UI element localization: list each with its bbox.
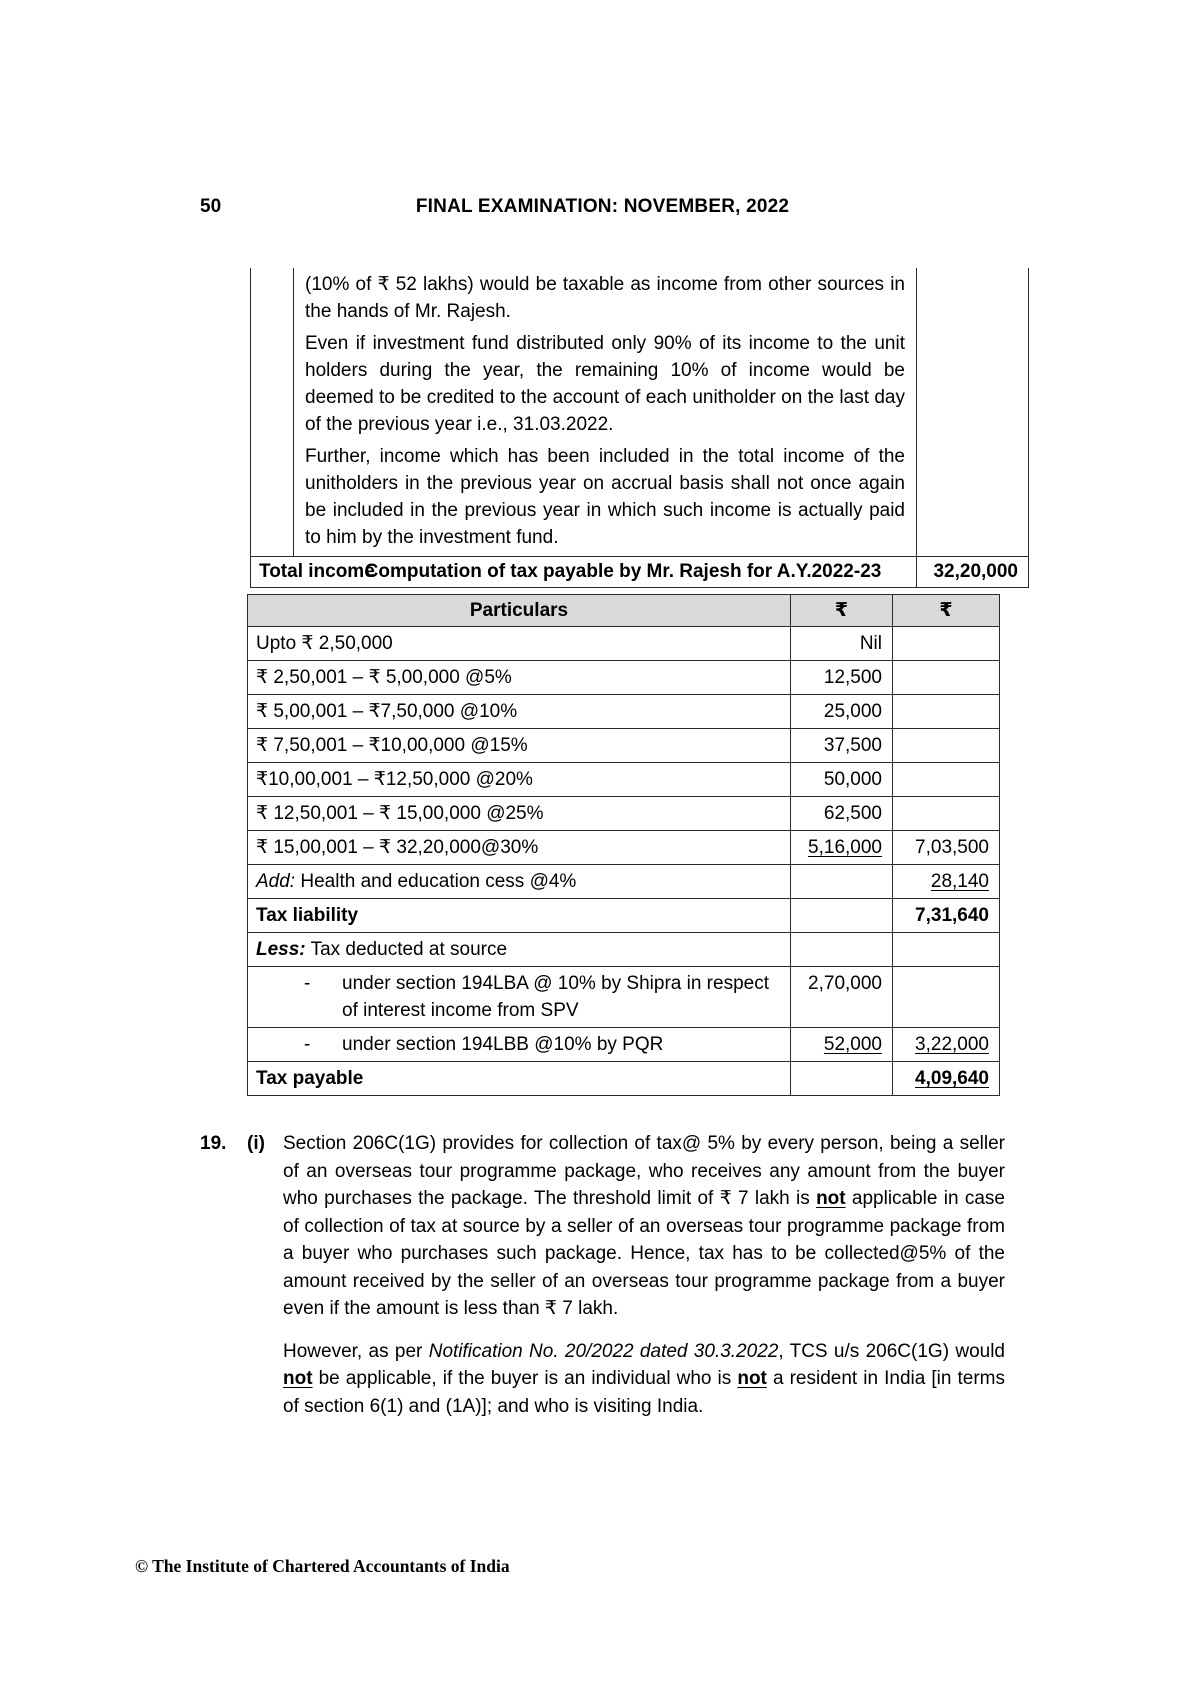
particulars-prefix: Less: <box>256 939 306 960</box>
particulars-prefix: Add: <box>256 871 296 892</box>
amount-value: 50,000 <box>823 769 882 790</box>
page-title: FINAL EXAMINATION: NOVEMBER, 2022 <box>415 196 790 217</box>
page-number: 50 <box>200 196 222 217</box>
table-row <box>248 797 1000 831</box>
particulars-cell <box>248 797 791 831</box>
text-segment: a resident in India [in terms of section 6(1) and (1A)]; and who is visiting India. <box>283 1368 1006 1417</box>
particulars-cell <box>248 1062 791 1096</box>
amount-value: 7,31,640 <box>915 905 989 926</box>
col-header-particulars: Particulars <box>248 595 791 627</box>
total-income-value: 32,20,000 <box>917 557 1029 588</box>
particulars-cell <box>248 1028 791 1062</box>
col-header-rupee-2: ₹ <box>893 595 1000 627</box>
table-row <box>248 933 1000 967</box>
total-income-label: Total income <box>251 557 917 588</box>
particulars-cell <box>248 933 791 967</box>
amount-value: 37,500 <box>823 735 882 756</box>
amount-2-cell <box>893 661 1000 695</box>
computation-heading: Computation of tax payable by Mr. Rajesh for A.Y.2022-23 <box>364 561 882 582</box>
amount-value: 62,500 <box>823 803 882 824</box>
income-paragraph: (10% of ₹ 52 lakhs) would be taxable as income from other sources in the hands of Mr. Rajesh. <box>305 274 905 322</box>
amount-2-cell <box>893 763 1000 797</box>
question-subpart: (i) <box>247 1133 265 1154</box>
particulars-cell <box>248 627 791 661</box>
text-segment: not <box>816 1188 846 1209</box>
particulars-text: Health and education cess @4% <box>295 871 577 892</box>
amount-1-cell <box>791 627 893 661</box>
amount-1-cell <box>791 933 893 967</box>
particulars-cell <box>248 695 791 729</box>
amount-value: 3,22,000 <box>915 1034 989 1055</box>
amount-2-cell <box>893 899 1000 933</box>
particulars-text: ₹ 12,50,001 – ₹ 15,00,000 @25% <box>256 803 544 824</box>
particulars-text: ₹ 5,00,001 – ₹7,50,000 @10% <box>256 701 518 722</box>
amount-value: Nil <box>859 633 882 654</box>
amount-2-cell <box>893 831 1000 865</box>
computation-table <box>247 594 1000 1096</box>
particulars-cell <box>248 763 791 797</box>
particulars-cell <box>248 899 791 933</box>
amount-1-cell <box>791 831 893 865</box>
amount-2-cell <box>893 797 1000 831</box>
particulars-cell <box>248 831 791 865</box>
dash-bullet: - <box>304 1034 311 1055</box>
table-row <box>251 268 1029 557</box>
amount-value: 2,70,000 <box>808 973 882 994</box>
amount-2-cell <box>893 865 1000 899</box>
amount-value: 4,09,640 <box>915 1068 989 1089</box>
particulars-text: Tax payable <box>256 1068 364 1089</box>
particulars-text: Tax deducted at source <box>305 939 508 960</box>
amount-2-cell <box>893 729 1000 763</box>
particulars-cell <box>248 729 791 763</box>
particulars-cell <box>248 967 791 1028</box>
amount-value: 7,03,500 <box>915 837 989 858</box>
amount-value: 5,16,000 <box>808 837 882 858</box>
amount-2-cell <box>893 695 1000 729</box>
amount-2-cell <box>893 933 1000 967</box>
particulars-text: Upto ₹ 2,50,000 <box>256 633 393 654</box>
table-row <box>248 1028 1000 1062</box>
amount-2-cell <box>893 1028 1000 1062</box>
text-segment: Notification No. 20/2022 dated 30.3.2022 <box>428 1340 779 1362</box>
copyright-footer: © The Institute of Chartered Accountants of India <box>135 1556 510 1576</box>
amount-1-cell <box>791 865 893 899</box>
table-row <box>248 729 1000 763</box>
particulars-text: under section 194LBB @10% by PQR <box>342 1034 664 1055</box>
amount-2-cell <box>893 1062 1000 1096</box>
amount-value: 12,500 <box>823 667 882 688</box>
amount-2-cell <box>893 967 1000 1028</box>
table-header-row <box>248 595 1000 627</box>
page-header <box>200 196 1005 222</box>
amount-value: 28,140 <box>930 871 989 892</box>
table-row <box>248 695 1000 729</box>
amount-1-cell <box>791 729 893 763</box>
answer-paragraph <box>283 1338 1005 1421</box>
answer-text <box>283 1130 1005 1420</box>
particulars-text: ₹10,00,001 – ₹12,50,000 @20% <box>256 769 533 790</box>
particulars-text: ₹ 15,00,001 – ₹ 32,20,000@30% <box>256 837 539 858</box>
text-segment: applicable in case of collection of tax at source by a seller of an overseas tour programme package from a buyer who purchases such package. Hence, tax has to be collected@5% of the amount received by the seller of an overseas tour programme package from a buyer even if the amount is less than ₹ 7 lakh. <box>283 1188 1005 1319</box>
amount-1-cell <box>791 797 893 831</box>
table-row <box>248 627 1000 661</box>
amount-1-cell <box>791 661 893 695</box>
amount-value: 25,000 <box>823 701 882 722</box>
table-row <box>248 1062 1000 1096</box>
amount-1-cell <box>791 967 893 1028</box>
text-segment: be applicable, if the buyer is an individual who is <box>312 1368 738 1389</box>
col-header-rupee-1: ₹ <box>791 595 893 627</box>
particulars-text: Tax liability <box>256 905 359 926</box>
answer-paragraph <box>283 1130 1005 1323</box>
table-row <box>248 865 1000 899</box>
text-segment: Section 206C(1G) provides for collection of tax@ 5% by every person, being a seller of an overseas tour programme package, who receives any amount from the buyer who purchases the package. The threshold limit of ₹ 7 lakh is <box>283 1133 1005 1209</box>
text-segment: However, as per <box>283 1340 429 1362</box>
amount-1-cell <box>791 1062 893 1096</box>
amount-1-cell <box>791 695 893 729</box>
table-row <box>248 763 1000 797</box>
total-income-table <box>250 268 1029 588</box>
particulars-text: ₹ 2,50,001 – ₹ 5,00,000 @5% <box>256 667 512 688</box>
table-row <box>248 899 1000 933</box>
table-row <box>248 661 1000 695</box>
amount-1-cell <box>791 1028 893 1062</box>
amount-1-cell <box>791 763 893 797</box>
text-segment: , TCS u/s 206C(1G) would <box>778 1340 1005 1362</box>
table-row <box>248 831 1000 865</box>
amount-value: 52,000 <box>823 1034 882 1055</box>
particulars-text: under section 194LBA @ 10% by Shipra in respect of interest income from SPV <box>342 973 769 1021</box>
table-row <box>248 967 1000 1028</box>
income-paragraph: Even if investment fund distributed only 90% of its income to the unit holders during the year, the remaining 10% of income would be deemed to be credited to the account of each unitholder on the last day of the previous year i.e., 31.03.2022. <box>305 333 905 435</box>
text-segment: not <box>737 1368 767 1389</box>
dash-bullet: - <box>304 973 311 994</box>
income-paragraph: Further, income which has been included in the total income of the unitholders in the previous year on accrual basis shall not once again be included in the previous year in which such income is actually paid to him by the investment fund. <box>305 446 905 548</box>
text-segment: not <box>283 1368 313 1389</box>
question-number: 19. <box>200 1133 227 1154</box>
amount-1-cell <box>791 899 893 933</box>
particulars-text: ₹ 7,50,001 – ₹10,00,000 @15% <box>256 735 528 756</box>
answer-item-19 <box>200 1130 1005 1435</box>
particulars-cell <box>248 661 791 695</box>
income-table-text-cell <box>294 268 917 557</box>
empty-amount-cell <box>917 268 1029 557</box>
empty-left-cell <box>251 268 294 557</box>
amount-2-cell <box>893 627 1000 661</box>
particulars-cell <box>248 865 791 899</box>
